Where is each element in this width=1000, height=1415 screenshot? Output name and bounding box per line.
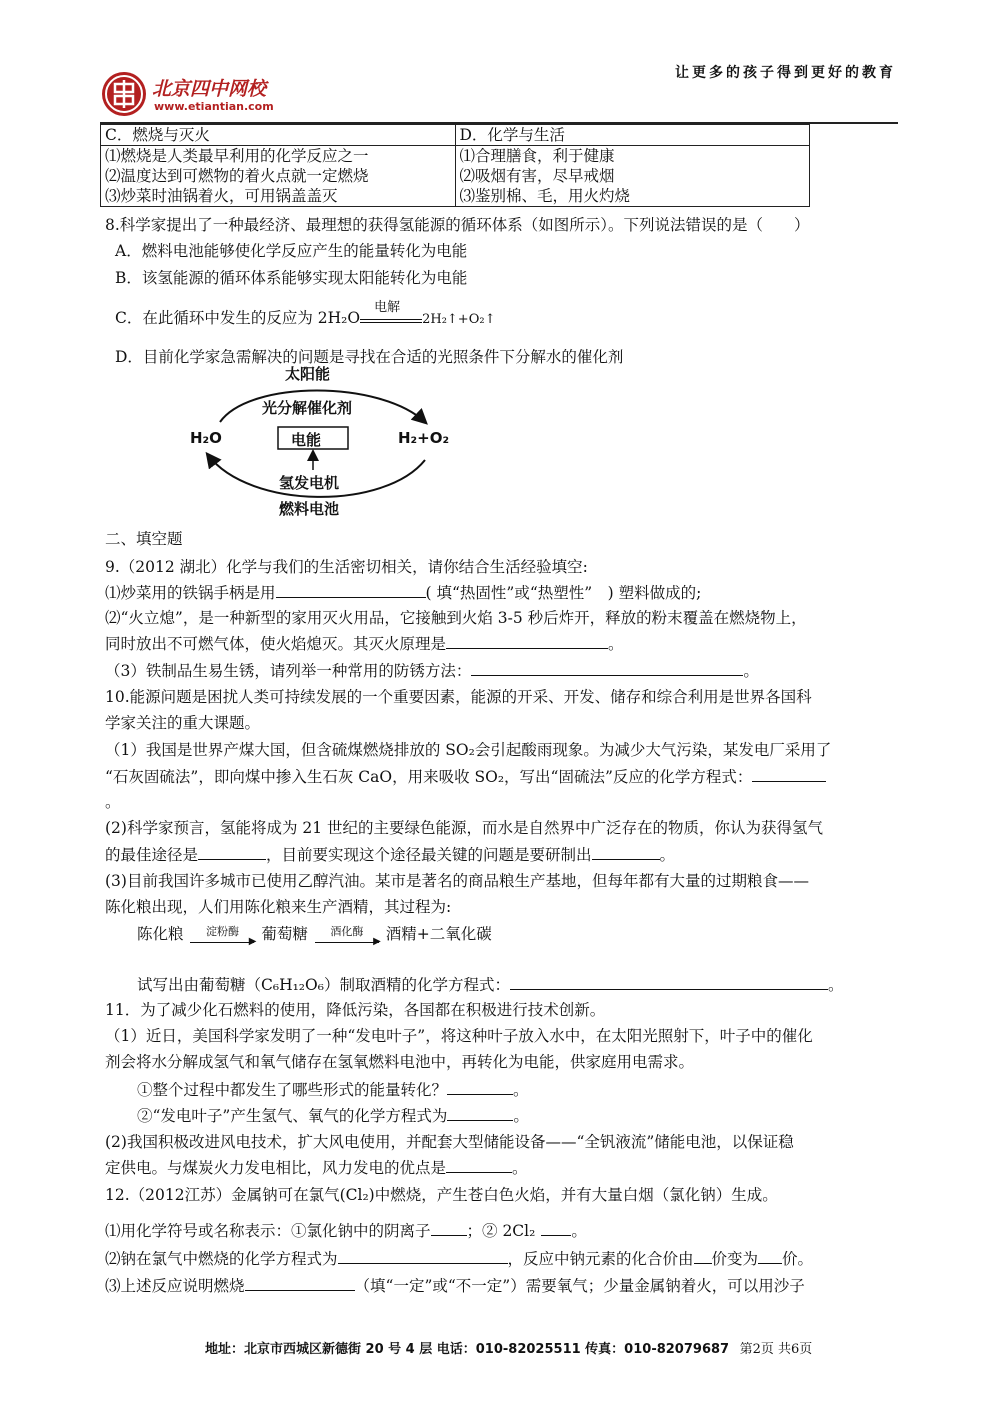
table-head-left: C．燃烧与灭火: [101, 125, 456, 146]
logo: [102, 72, 312, 120]
answer-blank[interactable]: [447, 1078, 513, 1095]
logo-url: www.etiantian.com: [154, 100, 274, 113]
table-row: ⑴燃烧是人类最早利用的化学反应之一: [105, 147, 369, 165]
q12-part1: ⑴用化学符号或名称表示：①氯化钠中的阴离子 ；② 2Cl₂ 。: [105, 1219, 587, 1241]
logo-icon: [102, 72, 146, 116]
q11-part2-line1: (2)我国积极改进风电技术，扩大风电使用，并配套大型储能设备——“全钒液流”储能电池，以保证稳: [105, 1133, 794, 1151]
hydrogen-cycle-diagram: [180, 360, 480, 520]
q11-part1-line2: 剂会将水分解成氢气和氧气储存在氢氧燃料电池中，再转化为电能，供家庭用电需求。: [105, 1053, 695, 1071]
q9-part1: ⑴炒菜用的铁锅手柄是用 ( 填“热固性”或“热塑性” ) 塑料做成的;: [105, 581, 701, 603]
q8-option-a: A．燃料电池能够使化学反应产生的能量转化为电能: [115, 242, 468, 260]
answer-blank[interactable]: [338, 1247, 508, 1264]
flow-arrow-2: 酒化酶 ▶: [315, 925, 379, 945]
q9-part3: （3）铁制品生易生锈，请列举一种常用的防锈方法： 。: [105, 659, 759, 681]
answer-blank[interactable]: [446, 1156, 512, 1173]
section-title: 二、填空题: [105, 530, 183, 548]
footer-page-number: 第2页 共6页: [739, 1342, 813, 1357]
table-cell-right: [455, 146, 810, 207]
flow-step-products: 酒精+二氧化碳: [385, 925, 492, 943]
q10-line2: 学家关注的重大课题。: [105, 714, 261, 732]
q11-part2-line2: 定供电。与煤炭火力发电相比，风力发电的优点是 。: [105, 1156, 528, 1178]
q8-c-condition: 电解: [374, 300, 401, 315]
footer-address: 地址：北京市西城区新德街 20 号 4 层 电话：010-82025511 传真：010-82079687: [205, 1342, 730, 1357]
diagram-hydrogen-oxygen: H₂+O₂: [398, 429, 450, 447]
q12-part2: ⑵钠在氯气中燃烧的化学方程式为 ，反应中钠元素的化合价由 价变为 价。: [105, 1247, 813, 1269]
q10-flow: [137, 922, 492, 945]
diagram-sun-energy: 太阳能: [285, 365, 331, 383]
options-table: [100, 124, 810, 207]
answer-blank[interactable]: [447, 1104, 513, 1121]
answer-blank[interactable]: [471, 659, 743, 676]
page-footer: [205, 1338, 812, 1357]
table-row: ⑶炒菜时油锅着火，可用锅盖盖灭: [105, 187, 338, 205]
diagram-generator: 氢发电机: [279, 474, 340, 492]
diagram-electric-energy: 电能: [291, 431, 322, 449]
q9-part2-line1: ⑵“火立熄”，是一种新型的家用灭火用品，它接触到火焰 3-5 秒后炸开，释放的粉末覆盖在燃烧物上，: [105, 609, 807, 627]
q10-part2-line1: (2)科学家预言，氢能将成为 21 世纪的主要绿色能源，而水是自然界中广泛存在的物质，你认为获得氢气: [105, 819, 824, 837]
answer-blank[interactable]: [446, 632, 608, 649]
q12-part3: ⑶上述反应说明燃烧 （填“一定”或“不一定”）需要氧气；少量金属钠着火，可以用沙子: [105, 1274, 805, 1296]
q10-line1: 10.能源问题是困扰人类可持续发展的一个重要因素，能源的开采、开发、储存和综合利用是世界各国科: [105, 688, 812, 706]
q8-option-b: B．该氢能源的循环体系能够实现太阳能转化为电能: [115, 269, 468, 287]
answer-blank[interactable]: [245, 1274, 355, 1291]
answer-blank[interactable]: [276, 581, 426, 598]
q10-part3-line1: (3)目前我国许多城市已使用乙醇汽油。某市是著名的商品粮生产基地，但每年都有大量的过期粮食——: [105, 872, 809, 890]
q11-sub1: ①整个过程中都发生了哪些形式的能量转化？ 。: [137, 1078, 529, 1100]
q8-option-c: [115, 300, 496, 328]
flow-step-grain: 陈化粮: [137, 925, 184, 943]
answer-blank[interactable]: [694, 1247, 712, 1264]
q11-part1-line1: （1）近日，美国科学家发明了一种“发电叶子”，将这种叶子放入水中，在太阳光照射下，叶子中的催化: [105, 1027, 813, 1045]
q10-part3-line3: 试写出由葡萄糖（C₆H₁₂O₆）制取酒精的化学方程式： 。: [137, 973, 843, 995]
answer-blank[interactable]: [752, 765, 826, 782]
answer-blank[interactable]: [510, 973, 828, 990]
table-head-right: D．化学与生活: [455, 125, 810, 146]
table-row: ⑵温度达到可燃物的着火点就一定燃烧: [105, 167, 369, 185]
answer-blank[interactable]: [758, 1247, 782, 1264]
q9-part2-line2: 同时放出不可燃气体，使火焰熄灭。其灭火原理是 。: [105, 632, 624, 654]
diagram-fuel-cell: 燃料电池: [279, 500, 340, 518]
answer-blank[interactable]: [431, 1219, 467, 1236]
answer-blank[interactable]: [592, 843, 660, 860]
q10-part1-line2: “石灰固硫法”，即向煤中掺入生石灰 CaO，用来吸收 SO₂，写出“固硫法”反应的化学方程式：: [105, 765, 826, 787]
table-row: ⑴合理膳食，利于健康: [459, 147, 615, 165]
logo-name: 北京四中网校: [152, 78, 267, 100]
answer-blank[interactable]: [541, 1219, 571, 1236]
q10-part3-line2: 陈化粮出现，人们用陈化粮来生产酒精，其过程为:: [105, 898, 452, 916]
table-cell-left: [101, 146, 456, 207]
q12-line1: 12.（2012江苏）金属钠可在氯气(Cl₂)中燃烧，产生苍白色火焰，并有大量白烟（氯化钠）生成。: [105, 1186, 778, 1204]
q8-c-post: 2H₂↑+O₂↑: [422, 312, 496, 327]
answer-blank[interactable]: [198, 843, 266, 860]
diagram-water: H₂O: [190, 429, 222, 447]
table-row: ⑵吸烟有害，尽早戒烟: [459, 167, 615, 185]
flow-arrow-1: 淀粉酶 ▶: [190, 925, 254, 945]
header-slogan: 让更多的孩子得到更好的教育: [675, 65, 896, 81]
q10-part2-line2: 的最佳途径是 ，目前要实现这个途径最关键的问题是要研制出 。: [105, 843, 675, 865]
q11-line1: 11．为了减少化石燃料的使用，降低污染，各国都在积极进行技术创新。: [105, 1001, 606, 1019]
q8-stem: 8.科学家提出了一种最经济、最理想的获得氢能源的循环体系（如图所示）。下列说法错误的是（ ）: [105, 216, 810, 234]
q10-part1-line3: 。: [105, 793, 121, 811]
table-row: ⑶鉴别棉、毛，用火灼烧: [459, 187, 631, 205]
diagram-catalyst: 光分解催化剂: [262, 399, 353, 417]
flow-step-glucose: 葡萄糖: [261, 925, 308, 943]
q10-part1-line1: （1）我国是世界产煤大国，但含硫煤燃烧排放的 SO₂会引起酸雨现象。为减少大气污染，某发电厂采用了: [105, 741, 832, 759]
q8-option-d: D．目前化学家急需解决的问题是寻找在合适的光照条件下分解水的催化剂: [115, 348, 624, 366]
q9-stem: 9.（2012 湖北）化学与我们的生活密切相关，请你结合生活经验填空:: [105, 558, 588, 576]
q8-c-pre: C．在此循环中发生的反应为 2H₂O: [115, 309, 361, 327]
q11-sub2: ②“发电叶子”产生氢气、氧气的化学方程式为 。: [137, 1104, 529, 1126]
